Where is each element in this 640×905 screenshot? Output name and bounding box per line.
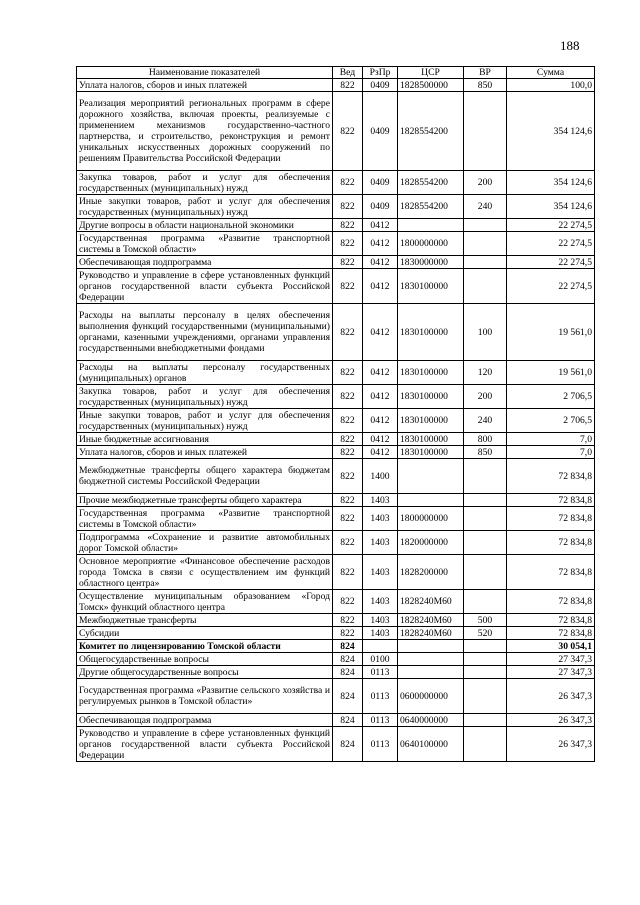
cell-name: Общегосударственные вопросы [77, 653, 333, 666]
cell-rzpr: 0113 [363, 714, 398, 727]
cell-csr: 1828554200 [398, 171, 464, 195]
cell-csr: 1830100000 [398, 304, 464, 361]
table-row [77, 304, 595, 361]
cell-name: Другие общегосударственные вопросы [77, 666, 333, 679]
cell-ved: 822 [333, 494, 363, 507]
cell-rzpr: 0113 [363, 727, 398, 762]
cell-vr [464, 232, 507, 256]
table-row [77, 409, 595, 433]
cell-name: Закупка товаров, работ и услуг для обеспечения государственных (муниципальных) нужд [77, 385, 333, 409]
cell-name: Основное мероприятие «Финансовое обеспечение расходов города Томска в связи с осуществлением им функций областного центра» [77, 555, 333, 590]
cell-vr [464, 640, 507, 653]
cell-rzpr: 0100 [363, 653, 398, 666]
cell-name: Осуществление муниципальным образованием «Город Томск» функций областного центра [77, 590, 333, 614]
cell-sum: 72 834,8 [507, 627, 595, 640]
cell-name: Закупка товаров, работ и услуг для обеспечения государственных (муниципальных) нужд [77, 171, 333, 195]
table-row [77, 269, 595, 304]
cell-vr [464, 219, 507, 232]
cell-csr: 0640100000 [398, 727, 464, 762]
cell-csr: 1830100000 [398, 446, 464, 459]
cell-csr: 1828240М60 [398, 627, 464, 640]
cell-vr [464, 666, 507, 679]
cell-name: Государственная программа «Развитие сельского хозяйства и регулируемых рынков в Томской области» [77, 679, 333, 714]
cell-rzpr: 0412 [363, 446, 398, 459]
table-row [77, 666, 595, 679]
table-row [77, 531, 595, 555]
cell-vr: 100 [464, 304, 507, 361]
cell-name: Другие вопросы в области национальной экономики [77, 219, 333, 232]
cell-rzpr: 1403 [363, 531, 398, 555]
cell-csr [398, 494, 464, 507]
cell-vr: 500 [464, 614, 507, 627]
cell-rzpr: 1400 [363, 459, 398, 494]
cell-vr [464, 679, 507, 714]
cell-name: Межбюджетные трансферты [77, 614, 333, 627]
cell-name: Государственная программа «Развитие транспортной системы в Томской области» [77, 507, 333, 531]
budget-table [76, 66, 595, 762]
header-vr: ВР [464, 67, 507, 79]
cell-ved: 822 [333, 92, 363, 171]
cell-rzpr [363, 640, 398, 653]
table-row [77, 92, 595, 171]
cell-csr: 1800000000 [398, 232, 464, 256]
cell-rzpr: 1403 [363, 507, 398, 531]
cell-ved: 822 [333, 171, 363, 195]
cell-sum: 22 274,5 [507, 219, 595, 232]
cell-rzpr: 1403 [363, 627, 398, 640]
cell-rzpr: 0412 [363, 232, 398, 256]
cell-rzpr: 0412 [363, 385, 398, 409]
table-row [77, 79, 595, 92]
cell-name: Уплата налогов, сборов и иных платежей [77, 446, 333, 459]
cell-rzpr: 0412 [363, 256, 398, 269]
table-row [77, 614, 595, 627]
cell-ved: 822 [333, 232, 363, 256]
cell-csr: 1830100000 [398, 361, 464, 385]
header-name: Наименование показателей [77, 67, 333, 79]
table-row [77, 653, 595, 666]
cell-vr: 850 [464, 79, 507, 92]
cell-csr: 1828554200 [398, 92, 464, 171]
cell-sum: 22 274,5 [507, 269, 595, 304]
cell-name: Прочие межбюджетные трансферты общего характера [77, 494, 333, 507]
cell-rzpr: 1403 [363, 590, 398, 614]
table-row [77, 507, 595, 531]
cell-name: Иные бюджетные ассигнования [77, 433, 333, 446]
cell-sum: 2 706,5 [507, 385, 595, 409]
cell-rzpr: 0113 [363, 679, 398, 714]
cell-sum: 72 834,8 [507, 494, 595, 507]
table-header-row [77, 67, 595, 79]
cell-vr [464, 555, 507, 590]
table-row [77, 679, 595, 714]
cell-csr: 1800000000 [398, 507, 464, 531]
cell-vr [464, 531, 507, 555]
cell-sum: 7,0 [507, 433, 595, 446]
cell-sum: 26 347,3 [507, 727, 595, 762]
cell-name: Подпрограмма «Сохранение и развитие автомобильных дорог Томской области» [77, 531, 333, 555]
cell-sum: 30 054,1 [507, 640, 595, 653]
table-row [77, 714, 595, 727]
cell-sum: 72 834,8 [507, 459, 595, 494]
cell-sum: 26 347,3 [507, 714, 595, 727]
cell-csr [398, 653, 464, 666]
table-row [77, 494, 595, 507]
cell-sum: 354 124,6 [507, 171, 595, 195]
cell-vr [464, 507, 507, 531]
table-row [77, 727, 595, 762]
cell-vr [464, 727, 507, 762]
cell-rzpr: 0113 [363, 666, 398, 679]
cell-sum: 27 347,3 [507, 666, 595, 679]
cell-ved: 822 [333, 79, 363, 92]
cell-name: Обеспечивающая подпрограмма [77, 256, 333, 269]
table-row [77, 385, 595, 409]
cell-ved: 822 [333, 614, 363, 627]
cell-name: Иные закупки товаров, работ и услуг для обеспечения государственных (муниципальных) нужд [77, 195, 333, 219]
cell-sum: 72 834,8 [507, 507, 595, 531]
cell-ved: 822 [333, 269, 363, 304]
table-row [77, 232, 595, 256]
cell-vr: 200 [464, 385, 507, 409]
cell-ved: 822 [333, 590, 363, 614]
cell-sum: 72 834,8 [507, 590, 595, 614]
cell-csr: 1820000000 [398, 531, 464, 555]
cell-vr: 200 [464, 171, 507, 195]
cell-rzpr: 0412 [363, 433, 398, 446]
header-sum: Сумма [507, 67, 595, 79]
table-row [77, 433, 595, 446]
cell-rzpr: 0412 [363, 361, 398, 385]
cell-vr [464, 459, 507, 494]
cell-csr [398, 459, 464, 494]
cell-ved: 822 [333, 627, 363, 640]
cell-rzpr: 0412 [363, 219, 398, 232]
table-row [77, 459, 595, 494]
cell-vr [464, 590, 507, 614]
cell-csr: 1830000000 [398, 256, 464, 269]
cell-ved: 822 [333, 385, 363, 409]
header-ved: Вед [333, 67, 363, 79]
cell-ved: 822 [333, 507, 363, 531]
cell-name: Расходы на выплаты персоналу в целях обеспечения выполнения функций государственными (муниципальными) органами, казенными учреждениями, органами управления государственными внебюджетными фондами [77, 304, 333, 361]
cell-sum: 72 834,8 [507, 555, 595, 590]
cell-ved: 824 [333, 679, 363, 714]
table-row [77, 555, 595, 590]
cell-sum: 100,0 [507, 79, 595, 92]
cell-vr [464, 653, 507, 666]
cell-name: Обеспечивающая подпрограмма [77, 714, 333, 727]
cell-ved: 822 [333, 459, 363, 494]
cell-sum: 354 124,6 [507, 92, 595, 171]
page-number: 188 [560, 38, 580, 53]
header-csr: ЦСР [398, 67, 464, 79]
header-rzpr: РзПр [363, 67, 398, 79]
cell-ved: 822 [333, 195, 363, 219]
cell-name: Субсидии [77, 627, 333, 640]
cell-sum: 354 124,6 [507, 195, 595, 219]
cell-vr: 850 [464, 446, 507, 459]
cell-vr [464, 92, 507, 171]
cell-name: Государственная программа «Развитие транспортной системы в Томской области» [77, 232, 333, 256]
cell-rzpr: 0412 [363, 269, 398, 304]
cell-sum: 72 834,8 [507, 531, 595, 555]
cell-csr: 1830100000 [398, 269, 464, 304]
table-row [77, 590, 595, 614]
cell-csr [398, 666, 464, 679]
cell-rzpr: 0409 [363, 171, 398, 195]
cell-csr: 1828200000 [398, 555, 464, 590]
cell-sum: 22 274,5 [507, 232, 595, 256]
table-row [77, 446, 595, 459]
cell-csr: 1830100000 [398, 433, 464, 446]
cell-ved: 822 [333, 555, 363, 590]
cell-csr: 1828500000 [398, 79, 464, 92]
cell-name: Руководство и управление в сфере установленных функций органов государственной власти субъекта Российской Федерации [77, 269, 333, 304]
cell-csr: 1828240М60 [398, 590, 464, 614]
cell-ved: 824 [333, 714, 363, 727]
cell-csr: 1830100000 [398, 409, 464, 433]
cell-rzpr: 1403 [363, 494, 398, 507]
table-row [77, 256, 595, 269]
cell-vr [464, 269, 507, 304]
cell-vr: 240 [464, 409, 507, 433]
cell-ved: 822 [333, 531, 363, 555]
table-row [77, 171, 595, 195]
cell-vr: 800 [464, 433, 507, 446]
cell-csr [398, 219, 464, 232]
cell-ved: 822 [333, 304, 363, 361]
cell-sum: 26 347,3 [507, 679, 595, 714]
cell-sum: 27 347,3 [507, 653, 595, 666]
cell-sum: 72 834,8 [507, 614, 595, 627]
cell-rzpr: 0412 [363, 409, 398, 433]
cell-rzpr: 0409 [363, 79, 398, 92]
cell-name: Комитет по лицензированию Томской области [77, 640, 333, 653]
cell-csr: 0600000000 [398, 679, 464, 714]
table-row [77, 361, 595, 385]
cell-rzpr: 1403 [363, 614, 398, 627]
table-row [77, 627, 595, 640]
cell-ved: 822 [333, 409, 363, 433]
cell-ved: 824 [333, 727, 363, 762]
cell-vr [464, 256, 507, 269]
cell-rzpr: 0409 [363, 92, 398, 171]
cell-csr: 1828554200 [398, 195, 464, 219]
cell-vr: 240 [464, 195, 507, 219]
cell-vr [464, 714, 507, 727]
cell-rzpr: 0412 [363, 304, 398, 361]
cell-ved: 824 [333, 666, 363, 679]
cell-ved: 822 [333, 361, 363, 385]
cell-sum: 2 706,5 [507, 409, 595, 433]
cell-name: Расходы на выплаты персоналу государственных (муниципальных) органов [77, 361, 333, 385]
cell-ved: 822 [333, 433, 363, 446]
cell-ved: 824 [333, 653, 363, 666]
cell-name: Иные закупки товаров, работ и услуг для обеспечения государственных (муниципальных) нужд [77, 409, 333, 433]
cell-name: Руководство и управление в сфере установленных функций органов государственной власти субъекта Российской Федерации [77, 727, 333, 762]
cell-name: Межбюджетные трансферты общего характера бюджетам бюджетной системы Российской Федерации [77, 459, 333, 494]
table-row [77, 219, 595, 232]
cell-vr: 120 [464, 361, 507, 385]
cell-sum: 19 561,0 [507, 304, 595, 361]
cell-name: Уплата налогов, сборов и иных платежей [77, 79, 333, 92]
cell-sum: 19 561,0 [507, 361, 595, 385]
cell-ved: 822 [333, 446, 363, 459]
cell-rzpr: 0409 [363, 195, 398, 219]
cell-sum: 22 274,5 [507, 256, 595, 269]
cell-name: Реализация мероприятий региональных программ в сфере дорожного хозяйства, включая проекты, реализуемые с применением механизмов государственно-частного партнерства, и строительство, реконструкция и ремонт уникальных искусственных дорожных сооружений по решениям Правительства Российской Федерации [77, 92, 333, 171]
cell-csr [398, 640, 464, 653]
cell-csr: 0640000000 [398, 714, 464, 727]
cell-ved: 822 [333, 256, 363, 269]
table-row [77, 195, 595, 219]
cell-ved: 824 [333, 640, 363, 653]
cell-vr [464, 494, 507, 507]
cell-ved: 822 [333, 219, 363, 232]
table-row [77, 640, 595, 653]
cell-rzpr: 1403 [363, 555, 398, 590]
cell-csr: 1830100000 [398, 385, 464, 409]
cell-vr: 520 [464, 627, 507, 640]
cell-sum: 7,0 [507, 446, 595, 459]
cell-csr: 1828240М60 [398, 614, 464, 627]
